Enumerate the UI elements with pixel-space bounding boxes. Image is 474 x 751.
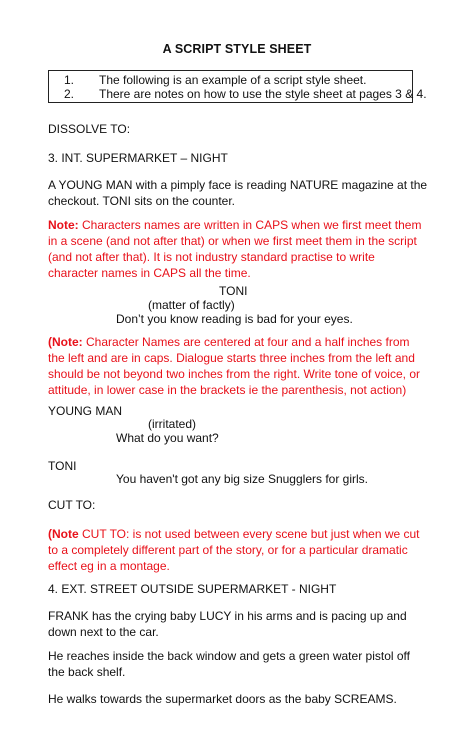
dialogue-parenthetical: (irritated) [148,417,197,431]
action-paragraph: He walks towards the supermarket doors as the baby SCREAMS. [48,692,397,706]
action-paragraph: A YOUNG MAN with a pimply face is reading NATURE magazine at the checkout. TONI sits on the counter. [48,178,428,208]
scene-heading: 4. EXT. STREET OUTSIDE SUPERMARKET - NIGHT [48,582,337,596]
style-note [48,217,428,281]
style-note-label: (Note [48,527,79,541]
transition-dissolve: DISSOLVE TO: [48,122,131,136]
dialogue-parenthetical: (matter of factly) [148,298,235,312]
intro-note-number: 1. [64,73,75,87]
intro-note-item [49,87,427,101]
dialogue-line: What do you want? [116,431,219,445]
style-note-text: Character Names are centered at four and a half inches from the left and are in caps. Dialogue starts three inches from the left and should be not beyond two inches from the right. Write tone of voice, or attitude, in lower case in the brackets ie the parenthesis, not action) [48,335,420,397]
action-paragraph: FRANK has the crying baby LUCY in his arms and is pacing up and down next to the car. [48,609,407,639]
page-title: A SCRIPT STYLE SHEET [162,42,312,56]
intro-note-item [49,73,412,87]
style-note-text: CUT TO: is not used between every scene but just when we cut to a completely different part of the story, or for a particular dramatic effect eg in a montage. [48,527,420,573]
dialogue-line: Don’t you know reading is bad for your eyes. [116,312,353,326]
intro-note-text: There are notes on how to use the style sheet at pages 3 & 4. [99,87,427,101]
intro-note-text: The following is an example of a script style sheet. [99,73,367,87]
style-note-label: Note: [48,218,79,232]
dialogue-line: You haven't got any big size Snugglers for girls. [116,472,368,486]
transition-cut: CUT TO: [48,498,96,512]
character-name: TONI [219,284,248,298]
action-paragraph: He reaches inside the back window and gets a green water pistol off the back shelf. [48,649,410,679]
style-note [48,526,428,574]
character-name: YOUNG MAN [48,404,123,418]
style-note [48,334,428,398]
style-note-label: (Note: [48,335,83,349]
character-name: TONI [48,459,77,473]
intro-notes-box [48,70,427,103]
style-note-text: Characters names are written in CAPS when we first meet them in a scene (and not after that) or when we first meet them in the script (and not after that). It is not industry standard practise to write character names in CAPS all the time. [48,218,422,280]
scene-heading: 3. INT. SUPERMARKET – NIGHT [48,151,228,165]
intro-note-number: 2. [64,87,75,101]
